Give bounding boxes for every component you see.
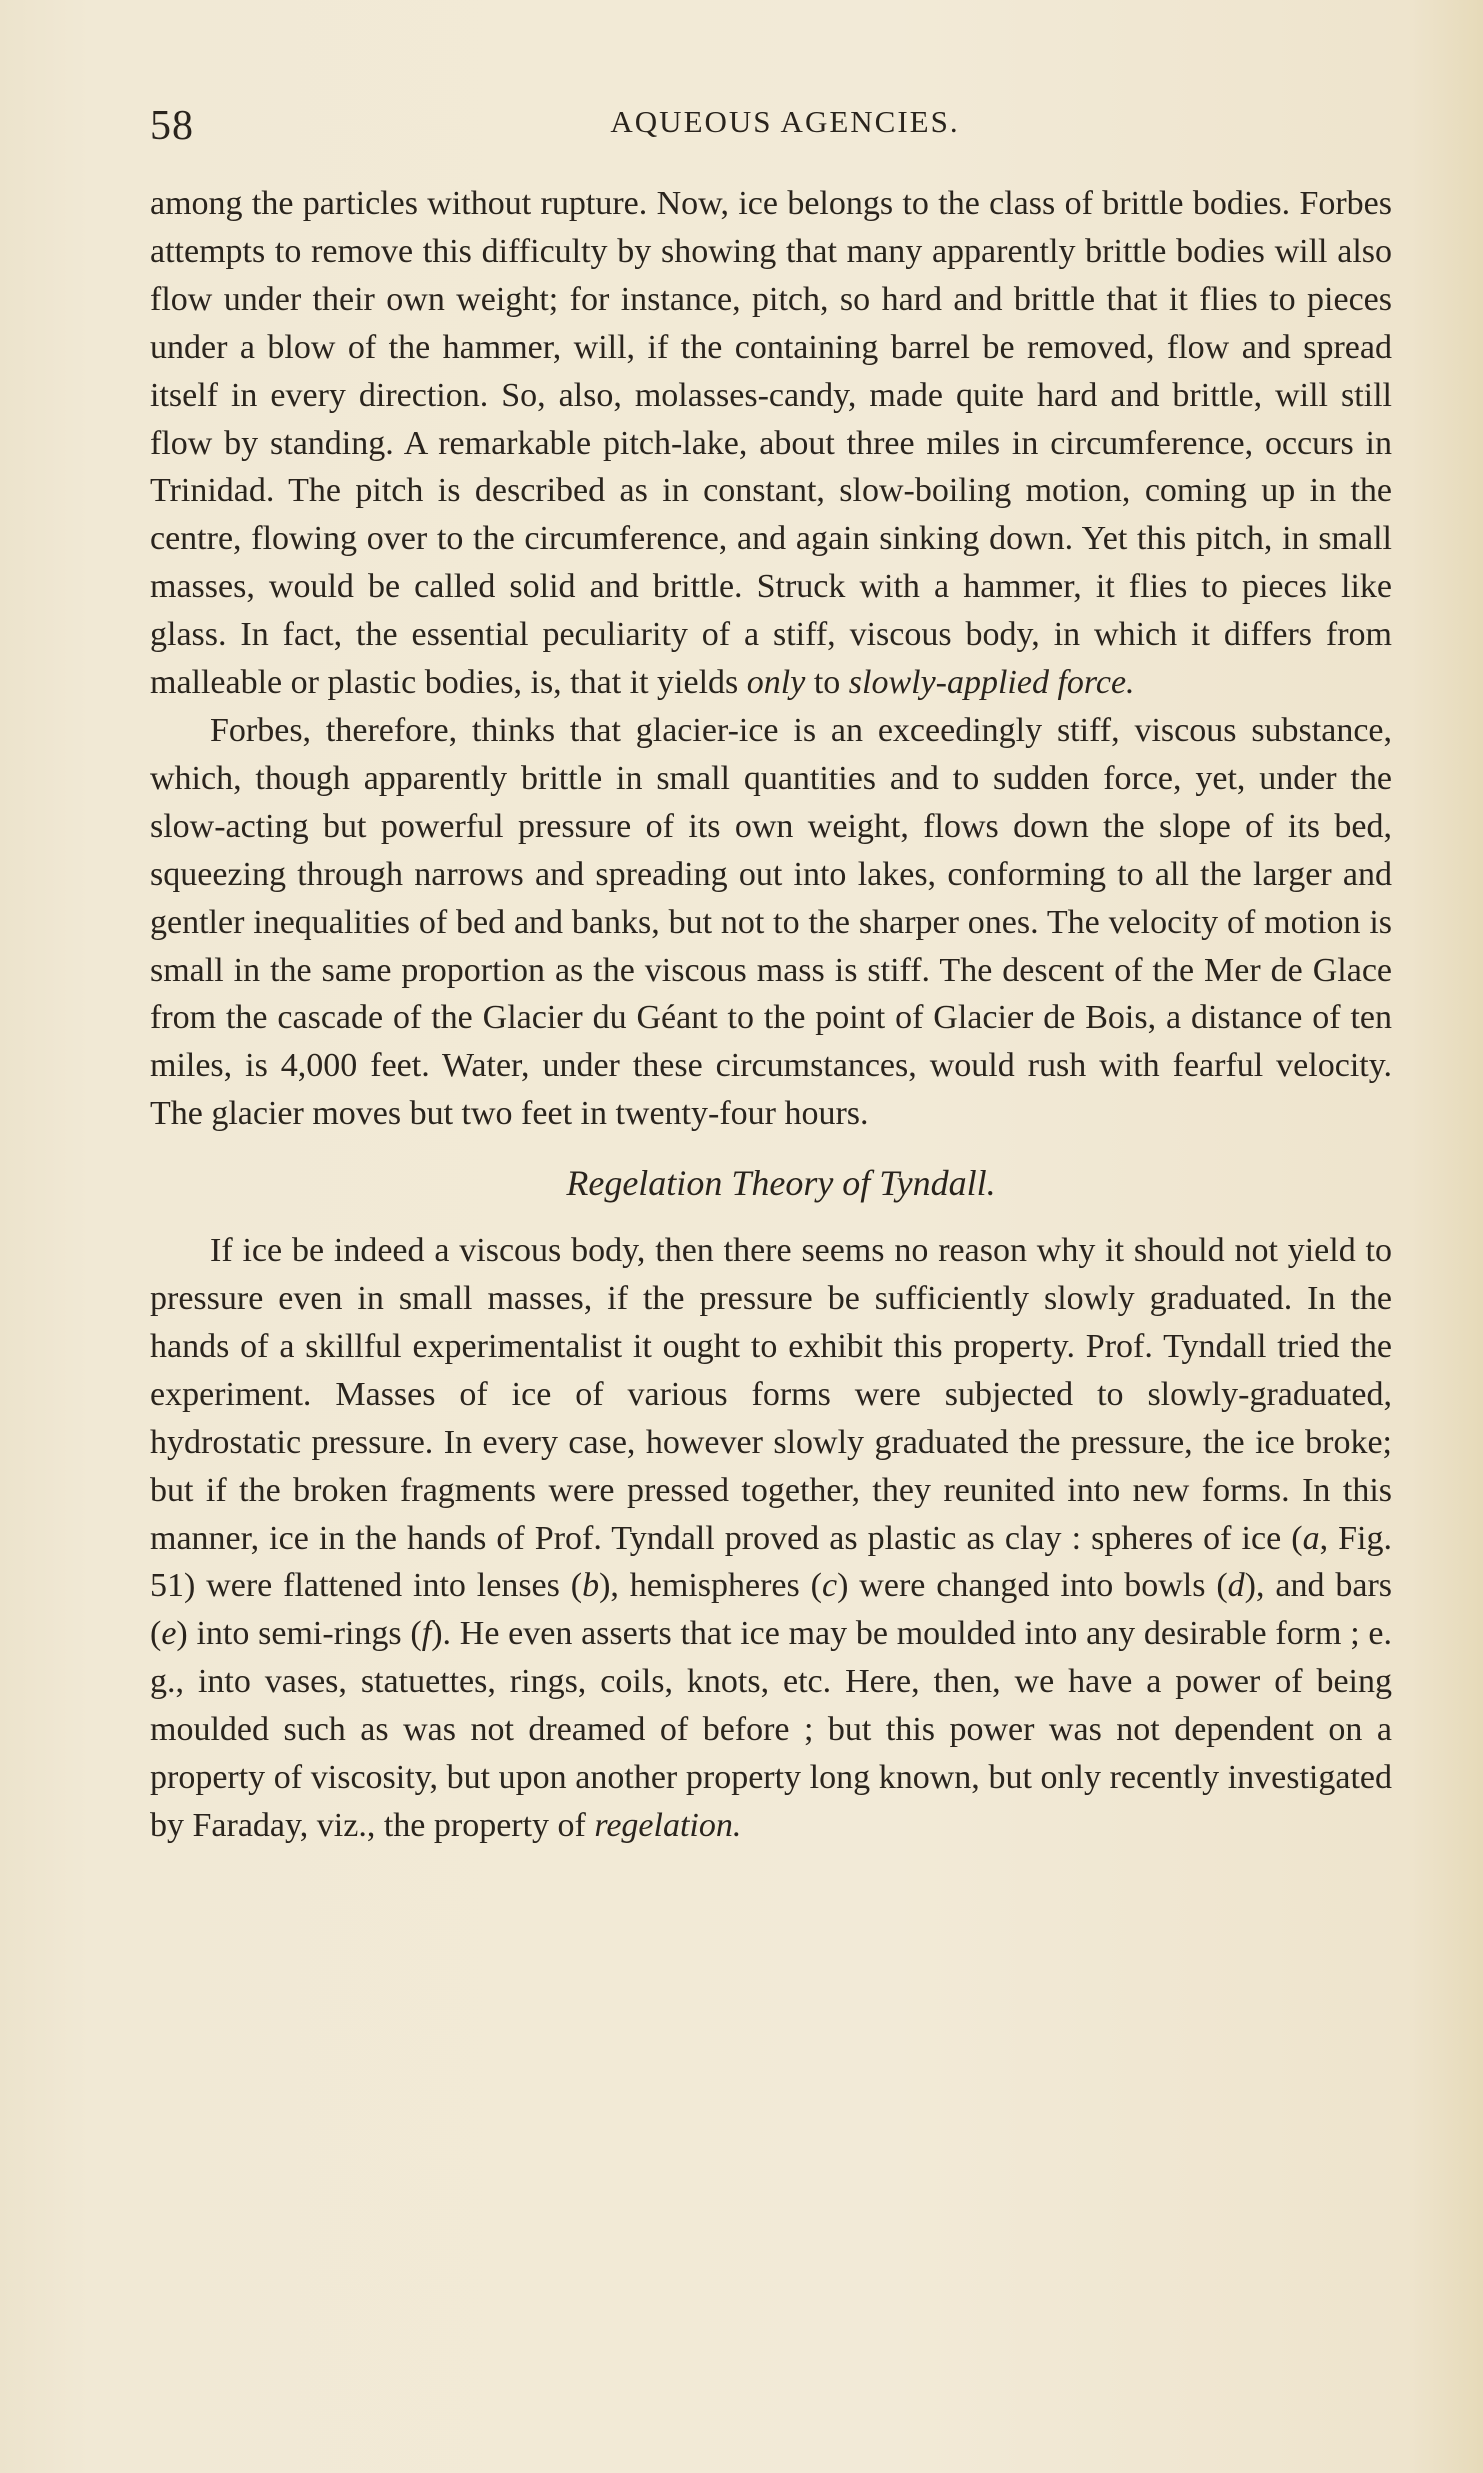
figure-label-d: d: [1227, 1567, 1245, 1605]
emphasis-only: only: [746, 664, 806, 702]
running-head: [150, 100, 1390, 160]
paragraph-3-text-3: ), hemispheres (: [599, 1567, 822, 1605]
paragraph-3-text-7: ). He even asserts that ice may be moulded into any desirable form ; e. g., into vases, statuettes, rings, coils, knots, etc. Here, then, we have a power of being moulded such as was not dreamed of before ; but this power was not dependent on a property of viscosity, but upon another property long known, but only recently investigated by Faraday, viz., the property of: [150, 1615, 1392, 1844]
emphasis-slowly-applied-force: slowly-applied force.: [848, 664, 1135, 702]
paragraph-1-text: among the particles without rupture. Now, ice belongs to the class of brittle bodies. Forbes attempts to remove this difficulty by showing that many apparently brittle bodies will also flow under their own weight; for instance, pitch, so hard and brittle that it flies to pieces under a blow of the hammer, will, if the containing barrel be removed, flow and spread itself in every direction. So, also, molasses-candy, made quite hard and brittle, will still flow by standing. A remarkable pitch-lake, about three miles in circumference, occurs in Trinidad. The pitch is described as in constant, slow-boiling motion, coming up in the centre, flowing over to the circumference, and again sinking down. Yet this pitch, in small masses, would be called solid and brittle. Struck with a hammer, it flies to pieces like glass. In fact, the essential peculiarity of a stiff, viscous body, in which it differs from malleable or plastic bodies, is, that it yields: [150, 185, 1392, 702]
figure-label-e: e: [161, 1615, 177, 1653]
paragraph-3-text-2: , Fig. 51) were flattened into lenses (: [150, 1519, 1392, 1605]
paragraph-3-text-4: ) were changed into bowls (: [837, 1567, 1228, 1605]
figure-label-b: b: [582, 1567, 600, 1605]
paragraph-1: [150, 180, 1392, 707]
page-number: 58: [150, 103, 194, 149]
emphasis-regelation: regelation.: [594, 1807, 742, 1844]
paragraph-3: [150, 1227, 1392, 1850]
body-text: [150, 180, 1392, 1850]
figure-label-a: a: [1302, 1519, 1320, 1557]
paragraph-2: Forbes, therefore, thinks that glacier-ice is an exceedingly stiff, viscous substance, which, though apparently brittle in small quantities and to sudden force, yet, under the slow-acting but powerful pressure of its own weight, flows down the slope of its bed, squeezing through narrows and spreading out into lakes, conforming to all the larger and gentler inequalities of bed and banks, but not to the sharper ones. The velocity of motion is small in the same proportion as the viscous mass is stiff. The descent of the Mer de Glace from the cascade of the Glacier du Géant to the point of Glacier de Bois, a distance of ten miles, is 4,000 feet. Water, under these circumstances, would rush with fearful velocity. The glacier moves but two feet in twenty-four hours.: [150, 711, 1392, 1133]
paragraph-3-text-5: ), and bars (: [150, 1567, 1392, 1653]
running-title: AQUEOUS AGENCIES.: [610, 104, 960, 139]
paragraph-1-text-2: to: [805, 664, 849, 702]
figure-label-c: c: [821, 1567, 838, 1605]
section-heading: Regelation Theory of Tyndall.: [566, 1163, 996, 1204]
figure-label-f: f: [421, 1615, 432, 1653]
paragraph-3-text-6: ) into semi-rings (: [176, 1615, 422, 1653]
paragraph-3-text-1: If ice be indeed a viscous body, then there seems no reason why it should not yield to pressure even in small masses, if the pressure be sufficiently slowly graduated. In the hands of a skillful experimentalist it ought to exhibit this property. Prof. Tyndall tried the experiment. Masses of ice of various forms were subjected to slowly-graduated, hydrostatic pressure. In every case, however slowly graduated the pressure, the ice broke; but if the broken fragments were pressed together, they reunited into new forms. In this manner, ice in the hands of Prof. Tyndall proved as plastic as clay : spheres of ice (: [150, 1232, 1392, 1557]
